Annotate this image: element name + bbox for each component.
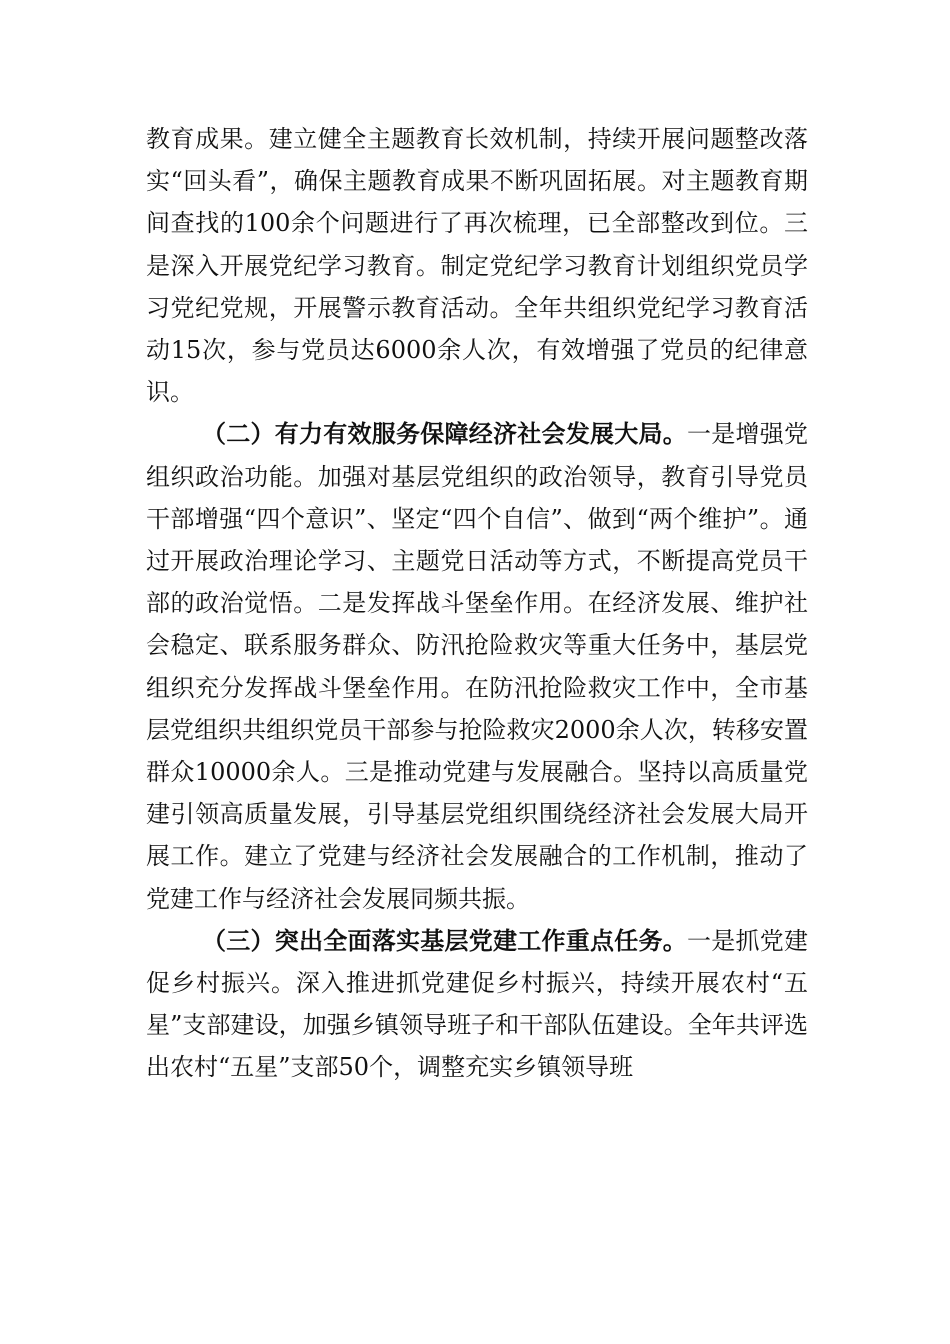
paragraph-3 [146,920,808,1089]
paragraph-2 [146,413,808,919]
document-body [146,118,808,1089]
paragraph-1-body: 教育成果。建立健全主题教育长效机制，持续开展问题整改落实“回头看”，确保主题教育成果不断巩固拓展。对主题教育期间查找的100余个问题进行了再次梳理，已全部整改到位。三是深入开展党纪学习教育。制定党纪学习教育计划组织党员学习党纪党规，开展警示教育活动。全年共组织党纪学习教育活动15次，参与党员达6000余人次，有效增强了党员的纪律意识。 [146,125,808,407]
paragraph-3-body: 一是抓党建促乡村振兴。深入推进抓党建促乡村振兴，持续开展农村“五星”支部建设，加强乡镇领导班子和干部队伍建设。全年共评选出农村“五星”支部50个，调整充实乡镇领导班 [146,926,808,1082]
paragraph-2-heading: （二）有力有效服务保障经济社会发展大局。 [202,419,687,449]
paragraph-2-body: 一是增强党组织政治功能。加强对基层党组织的政治领导，教育引导党员干部增强“四个意识”、坚定“四个自信”、做到“两个维护”。通过开展政治理论学习、主题党日活动等方式，不断提高党员干部的政治觉悟。二是发挥战斗堡垒作用。在经济发展、维护社会稳定、联系服务群众、防汛抢险救灾等重大任务中，基层党组织充分发挥战斗堡垒作用。在防汛抢险救灾工作中，全市基层党组织共组织党员干部参与抢险救灾2000余人次，转移安置群众10000余人。三是推动党建与发展融合。坚持以高质量党建引领高质量发展，引导基层党组织围绕经济社会发展大局开展工作。建立了党建与经济社会发展融合的工作机制，推动了党建工作与经济社会发展同频共振。 [146,420,808,913]
paragraph-3-heading: （三）突出全面落实基层党建工作重点任务。 [202,925,687,955]
paragraph-1 [146,118,808,413]
